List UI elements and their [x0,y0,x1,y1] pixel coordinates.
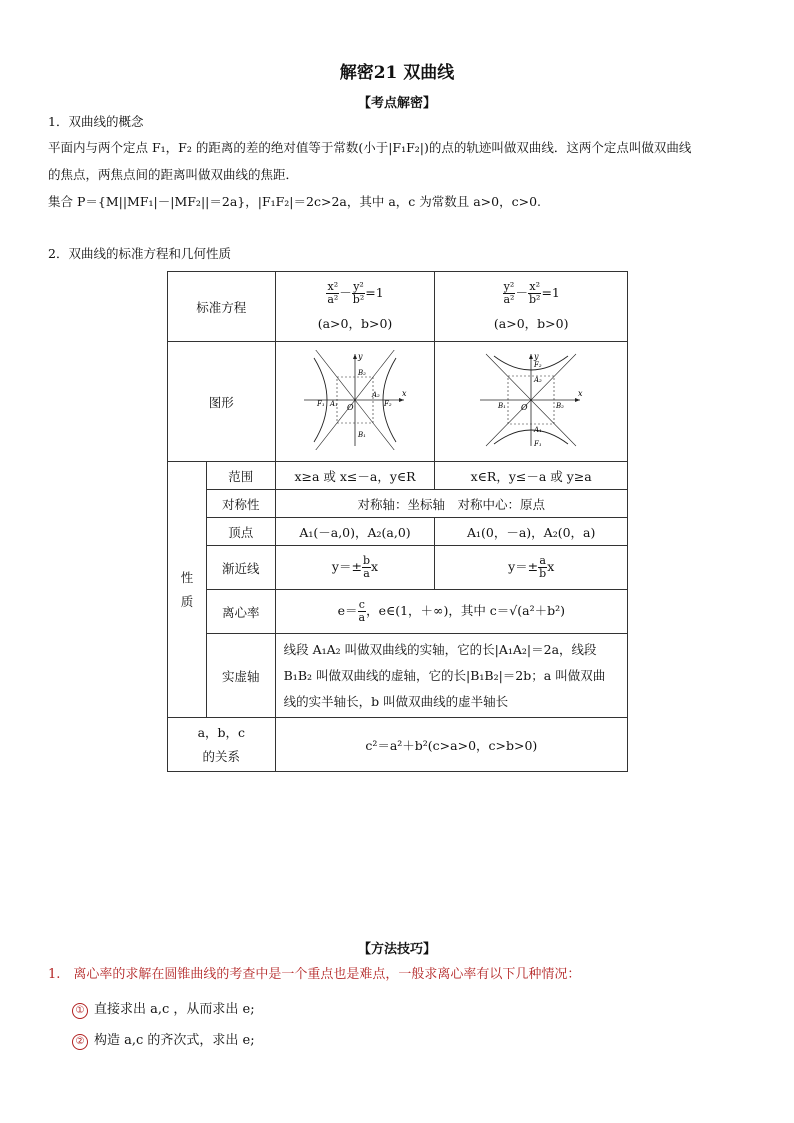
symmetry-value: 对称轴：坐标轴 对称中心：原点 [275,490,627,518]
eq1-cond: (a>0，b>0) [317,316,393,331]
eq2-y-num: y² [503,280,515,293]
graph2-a1-label: A₁ [534,426,543,434]
graph2-f1-label: F₁ [534,440,542,448]
graph2-cell [435,342,628,462]
eq2-cell: $\frac{\text{y²}}{\text{a²}}$ － $\frac{\text{x²}}{\text{b²}}$ =1 (a>0，b>0) [435,272,628,342]
axis-line-2: B₁B₂ 叫做双曲线的虚轴，它的长|B₁B₂|＝2b；a 叫做双曲 [283,667,606,683]
graph2-b2-label: B₂ [556,402,565,410]
abc-label [168,718,276,772]
prop-label: 性质 [168,462,207,718]
graph1-f2-label: F₂ [384,400,392,408]
hyperbola-horizontal-graph [300,350,410,450]
eq2-y-den: a² [503,293,515,306]
section-header-key-points: 【考点解密】 [357,96,436,111]
vertex-vertical: A₁(0，－a)，A₂(0，a) [435,518,628,546]
eq1-x-den: a² [327,293,339,306]
eq1-y-den: b² [352,293,365,306]
graph1-y-label: y [358,352,363,361]
concept-line-1: 平面内与两个定点 F₁，F₂ 的距离的差的绝对值等于常数(小于|F₁F₂|)的点的轨迹叫做双曲线．这两个定点叫做双曲线 [48,140,692,155]
vertex-label: 顶点 [206,518,275,546]
abc-relation: c²＝a²＋b²(c>a>0，c>b>0) [275,718,627,772]
graph1-b2-label: B₂ [358,369,366,377]
graph2-f2-label: F₂ [534,361,542,369]
page-title: 解密21 双曲线 [339,63,455,83]
eq1-cell: $\frac{\text{x²}}{\text{a²}}$ － $\frac{\text{y²}}{\text{b²}}$ =1 (a>0，b>0) [275,272,435,342]
method-sub-1-num: ① [72,1003,88,1019]
graph2-y-label: y [534,352,539,361]
axis-description [275,634,627,718]
range-horizontal: x≥a 或 x≤－a，y∈R [275,462,435,490]
axis-line-1: 线段 A₁A₂ 叫做双曲线的实轴，它的长|A₁A₂|＝2a，线段 [283,641,597,657]
graph1-x-label: x [402,389,407,398]
asymptote-horizontal: y＝± $\frac{b}{a}$ x [275,546,435,590]
eq2-cond: (a>0，b>0) [493,316,569,331]
graph1-cell [275,342,435,462]
section-header-methods: 【方法技巧】 [357,942,436,957]
ecc-label: 离心率 [206,590,275,634]
standard-heading: 2．双曲线的标准方程和几何性质 [48,246,231,261]
asym-label: 渐近线 [206,546,275,590]
method-sub-2-num: ② [72,1034,88,1050]
range-label: 范围 [206,462,275,490]
graph2-b1-label: B₁ [498,402,507,410]
eq1-x-num: x² [327,280,339,293]
eccentricity-value: e＝ $\frac{c}{a}$ ，e∈(1，＋∞)，其中 c＝√(a²＋b²) [275,590,627,634]
axis-line-3: 线的实半轴长，b 叫做双曲线的虚半轴长 [283,693,509,709]
method-item-1: 1. 离心率的求解在圆锥曲线的考查中是一个重点也是难点，一般求离心率有以下几种情况： [48,967,581,982]
axis-label: 实虚轴 [206,634,275,718]
eq2-x-num: x² [529,280,541,293]
range-vertical: x∈R，y≤－a 或 y≥a [435,462,628,490]
graph2-a2-label: A₂ [534,376,543,384]
eq-label: 标准方程 [168,272,276,342]
method-sub-2 [72,1029,255,1050]
concept-line-2: 的焦点，两焦点间的距离叫做双曲线的焦距． [48,167,299,182]
graph1-f1-label: F₁ [317,400,325,408]
graph1-b1-label: B₁ [358,431,366,439]
eq1-y-num: y² [353,280,364,293]
graph1-a1-label: A₁ [330,400,338,408]
abc-label-line-2: 的关系 [202,748,241,764]
concept-line-3: 集合 P＝{M||MF₁|－|MF₂||＝2a}，|F₁F₂|＝2c>2a，其中 a，c 为常数且 a>0，c>0. [48,194,542,209]
asymptote-vertical: y＝± $\frac{a}{b}$ x [435,546,628,590]
abc-label-line-1: a，b，c [197,724,246,740]
graph1-a2-label: A₂ [372,391,380,399]
graph1-origin-label: O [347,403,354,412]
eq2-x-den: b² [528,293,541,306]
graph2-origin-label: O [521,403,528,412]
concept-heading: 1．双曲线的概念 [48,114,144,129]
method-sub-2-text: 构造 a,c 的齐次式，求出 e; [94,1033,255,1048]
properties-table [167,271,628,772]
hyperbola-vertical-graph [476,350,586,450]
sym-label: 对称性 [206,490,275,518]
method-sub-1-text: 直接求出 a,c ，从而求出 e; [94,1002,255,1017]
graph2-x-label: x [578,389,583,398]
eq1-rhs: =1 [365,285,384,300]
eq2-rhs: =1 [541,285,560,300]
graph-label: 图形 [168,342,276,462]
method-sub-1 [72,998,255,1019]
vertex-horizontal: A₁(－a,0)，A₂(a,0) [275,518,435,546]
